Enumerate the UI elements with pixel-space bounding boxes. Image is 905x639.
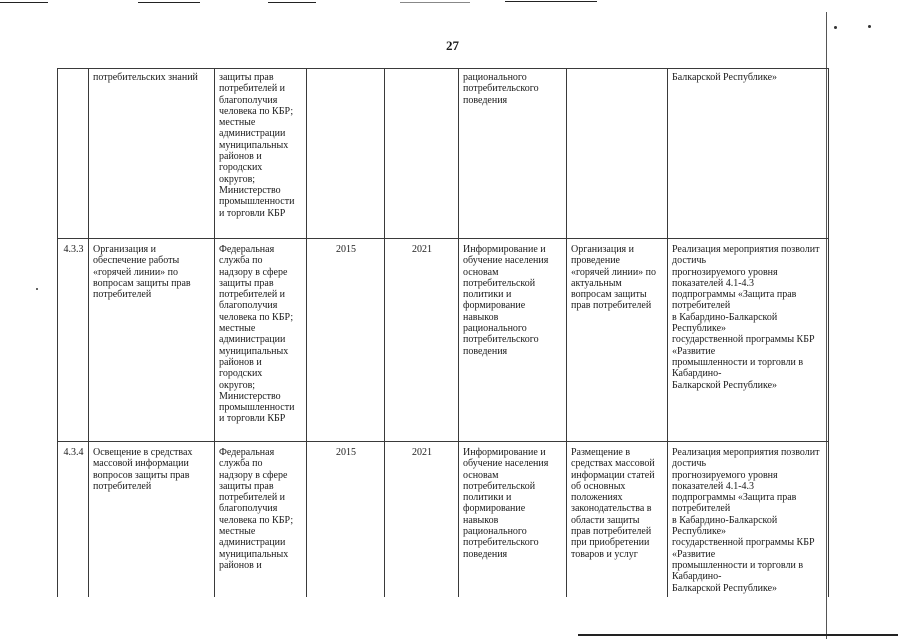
expected-result-cell: Информирование и обучение населения основам потребительской политики и формирование навыков рационального потребительского поведения — [459, 442, 567, 597]
scan-artifact-speck — [834, 26, 837, 29]
scan-artifact-speck — [868, 25, 871, 28]
measure-name-cell: потребительских знаний — [89, 69, 215, 239]
row-number-cell — [58, 69, 89, 239]
scan-artifact-line — [138, 2, 200, 3]
start-year-cell: 2015 — [307, 239, 385, 442]
indicator-relation-cell: Реализация мероприятия позволит достичь прогнозируемого уровня показателей 4.1-4.3 подпрограммы «Защита прав потребителей в Кабардино-Балкарской Республике» государственной программы КБР «Развитие промышленности и торговли в Кабардино- Балкарской Республике» — [668, 442, 829, 597]
scan-artifact-speck — [36, 288, 38, 290]
main-content-cell — [567, 69, 668, 239]
end-year-cell: 2021 — [385, 442, 459, 597]
table-row — [58, 69, 829, 239]
executor-cell: защиты прав потребителей и благополучия человека по КБР; местные администрации муниципальных районов и городских округов; Министерство промышленности и торговли КБР — [215, 69, 307, 239]
row-number-cell: 4.3.4 — [58, 442, 89, 597]
indicator-relation-cell: Реализация мероприятия позволит достичь прогнозируемого уровня показателей 4.1-4.3 подпрограммы «Защита прав потребителей в Кабардино-Балкарской Республике» государственной программы КБР «Развитие промышленности и торговли в Кабардино- Балкарской Республике» — [668, 239, 829, 442]
start-year-cell — [307, 69, 385, 239]
program-table — [57, 68, 829, 597]
table-row — [58, 239, 829, 442]
start-year-cell: 2015 — [307, 442, 385, 597]
main-content-cell: Организация и проведение «горячей линии» по актуальным вопросам защиты прав потребителей — [567, 239, 668, 442]
executor-cell: Федеральная служба по надзору в сфере защиты прав потребителей и благополучия человека по КБР; местные администрации муниципальных районов и городских округов; Министерство промышленности и торговли КБР — [215, 239, 307, 442]
row-number-cell: 4.3.3 — [58, 239, 89, 442]
page-number: 27 — [446, 38, 459, 53]
expected-result-cell: рационального потребительского поведения — [459, 69, 567, 239]
scan-artifact-line — [400, 2, 470, 3]
measure-name-cell: Организация и обеспечение работы «горячей линии» по вопросам защиты прав потребителей — [89, 239, 215, 442]
end-year-cell — [385, 69, 459, 239]
scan-artifact-line — [578, 634, 898, 636]
scan-artifact-line — [0, 2, 48, 3]
measure-name-cell: Освещение в средствах массовой информации вопросов защиты прав потребителей — [89, 442, 215, 597]
scan-artifact-line — [505, 1, 597, 2]
end-year-cell: 2021 — [385, 239, 459, 442]
table-row — [58, 442, 829, 597]
indicator-relation-cell: Балкарской Республике» — [668, 69, 829, 239]
expected-result-cell: Информирование и обучение населения основам потребительской политики и формирование навыков рационального потребительского поведения — [459, 239, 567, 442]
scan-artifact-line — [268, 2, 316, 3]
main-content-cell: Размещение в средствах массовой информации статей об основных положениях законодательства в области защиты прав потребителей при приобретении товаров и услуг — [567, 442, 668, 597]
executor-cell: Федеральная служба по надзору в сфере защиты прав потребителей и благополучия человека по КБР; местные администрации муниципальных районов и — [215, 442, 307, 597]
